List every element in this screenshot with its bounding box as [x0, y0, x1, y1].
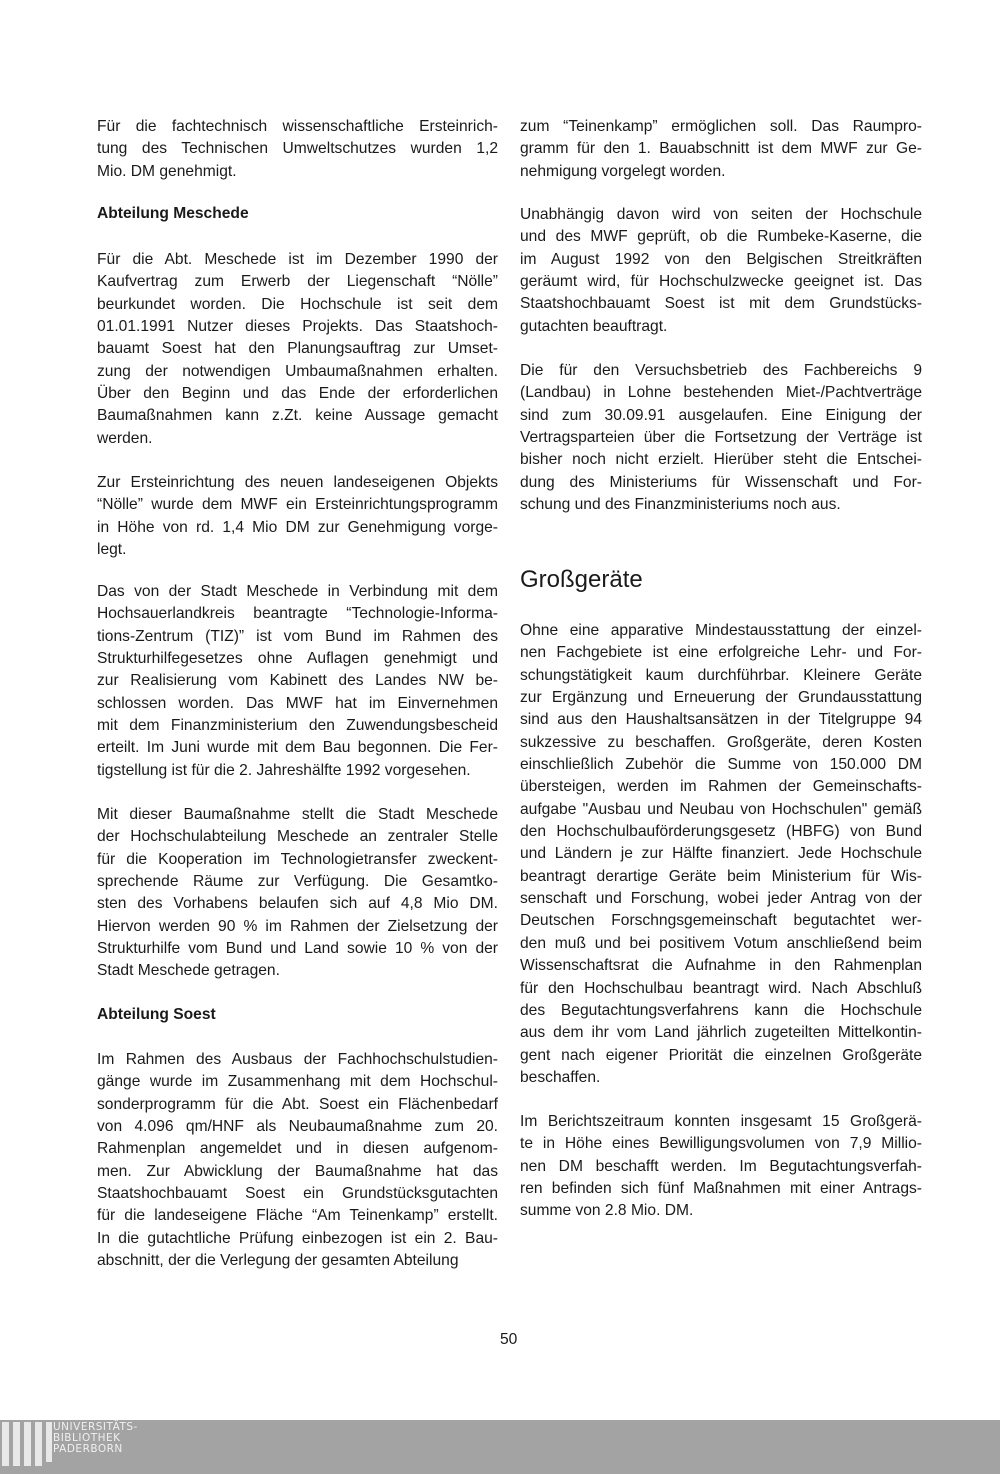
text-line: men. Zur Abwicklung der Baumaßnahme hat das	[97, 1162, 498, 1180]
text-line: schung und des Finanzministeriums noch aus.	[520, 496, 841, 514]
text-line: Strukturhilfe vom Bund und Land sowie 10 % von der	[97, 940, 498, 958]
text-line: gramm für den 1. Bauabschnitt ist dem MWF zur Ge-	[520, 140, 922, 158]
text-line: tigstellung ist für die 2. Jahreshälfte 1992 vorgesehen.	[97, 761, 471, 779]
text-line: schungstätigkeit kaum durchführbar. Kleinere Geräte	[520, 666, 922, 684]
text-line: nen Fachgebiete ist eine erfolgreiche Lehr- und For-	[520, 644, 922, 662]
text-line: Deutschen Forschngsgemeinschaft begutachtet wer-	[520, 912, 922, 930]
section-heading-grossgeraete: Großgeräte	[520, 566, 643, 593]
text-line: des Begutachtungsverfahrens kann die Hochschule	[520, 1001, 922, 1019]
text-line: Hiervon werden 90 % im Rahmen der Zielsetzung der	[97, 917, 498, 935]
logo-line: UNIVERSITÄTS-	[53, 1421, 138, 1433]
text-line: erteilt. Im Juni wurde mit dem Bau begonnen. Die Fer-	[97, 739, 498, 757]
paragraph	[520, 116, 922, 183]
text-line: der Hochschulabteilung Meschede an zentraler Stelle	[97, 828, 498, 846]
text-line: zum “Teinenkamp” ermöglichen soll. Das Raumpro-	[520, 118, 922, 135]
text-line: und des MWF geprüft, ob die Rumbeke-Kaserne, die	[520, 228, 922, 246]
text-line: legt.	[97, 541, 127, 559]
text-line: den muß und bei positivem Votum anschließend beim	[520, 934, 922, 952]
text-line: Im Rahmen des Ausbaus der Fachhochschulstudien-	[97, 1051, 498, 1068]
text-line: Vertragsparteien über die Fortsetzung der Verträge ist	[520, 429, 922, 447]
text-line: aus dem ihr vom Land jährlich zugeteilten Mittelkontin-	[520, 1024, 922, 1042]
text-line: Zur Ersteinrichtung des neuen landeseigenen Objekts	[97, 474, 498, 491]
text-line: im August 1992 von den Belgischen Streitkräften	[520, 250, 922, 268]
text-line: (Landbau) in Lohne bestehenden Miet-/Pachtverträge	[520, 384, 922, 402]
text-line: einschließlich Zubehör die Summe von 150.000 DM	[520, 756, 922, 774]
text-line: schlossen worden. Das MWF hat im Einvernehmen	[97, 694, 498, 712]
text-line: “Nölle” wurde dem MWF ein Ersteinrichtungsprogramm	[97, 496, 498, 514]
text-line: sprechende Räume zur Verfügung. Die Gesamtko-	[97, 873, 498, 891]
text-line: für den Hochschulbau beantragt wird. Nach Abschluß	[520, 979, 922, 997]
text-line: Wissenschaftsrat die Aufnahme in den Rahmenplan	[520, 957, 922, 975]
text-line: sonderprogramm für die Abt. Soest ein Flächenbedarf	[97, 1095, 498, 1113]
paragraph	[97, 472, 498, 561]
text-line: nen DM beschafft werden. Im Begutachtungsverfah-	[520, 1157, 922, 1175]
text-line: Für die fachtechnisch wissenschaftliche Ersteinrich-	[97, 118, 498, 135]
text-line: tions-Zentrum (TIZ)” ist vom Bund im Rahmen des	[97, 627, 498, 645]
text-line: tung des Technischen Umweltschutzes wurden 1,2	[97, 140, 498, 158]
text-line: zur Ergänzung und Erneuerung der Grundausstattung	[520, 689, 922, 707]
text-line: Im Berichtszeitraum konnten insgesamt 15 Großgerä-	[520, 1113, 922, 1130]
text-line: beantragt derartige Geräte beim Ministerium für Wis-	[520, 867, 922, 885]
logo-line: BIBLIOTHEK	[53, 1432, 121, 1444]
text-line: sind zum 30.09.91 ausgelaufen. Eine Einigung der	[520, 406, 922, 424]
text-line: werden.	[97, 429, 153, 447]
text-line: In die gutachtliche Prüfung einbezogen ist ein 2. Bau-	[97, 1229, 498, 1247]
text-line: beschaffen.	[520, 1068, 601, 1086]
text-line: Das von der Stadt Meschede in Verbindung mit dem	[97, 583, 498, 600]
paragraph	[97, 116, 498, 183]
text-line: für die landeseigene Fläche “Am Teinenkamp” erstellt.	[97, 1207, 498, 1225]
paragraph	[97, 581, 498, 782]
text-line: Für die Abt. Meschede ist im Dezember 1990 der	[97, 251, 498, 268]
logo-line: PADERBORN	[53, 1443, 123, 1455]
text-line: von 4.096 qm/HNF als Neubaumaßnahme zum 20.	[97, 1118, 498, 1136]
text-line: in Höhe von rd. 1,4 Mio DM zur Genehmigung vorge-	[97, 518, 498, 536]
text-line: Baumaßnahmen kann z.Zt. keine Aussage gemacht	[97, 407, 498, 425]
text-line: bisher noch nicht erzielt. Hierüber steht die Entschei-	[520, 451, 922, 469]
text-line: dung des Ministeriums für Wissenschaft und For-	[520, 473, 922, 491]
text-line: sind aus den Haushaltsansätzen in der Titelgruppe 94	[520, 711, 922, 729]
text-line: übersteigen, werden im Rahmen der Gemeinschafts-	[520, 778, 922, 796]
text-line: senschaft und Forschung, wobei jeder Antrag von der	[520, 890, 922, 908]
text-line: Rahmenplan angemeldet und in diesen aufgenom-	[97, 1140, 498, 1158]
text-line: Staatshochbauamt Soest ist mit dem Grundstücks-	[520, 295, 922, 313]
library-logo-text	[53, 1422, 138, 1455]
text-line: Ohne eine apparative Mindestausstattung der einzel-	[520, 622, 922, 639]
text-line: gänge wurde im Zusammenhang mit dem Hochschul-	[97, 1073, 498, 1091]
paragraph	[520, 1111, 922, 1223]
right-column	[520, 0, 922, 1474]
text-line: Kaufvertrag zum Erwerb der Liegenschaft “Nölle”	[97, 273, 498, 291]
text-line: den Hochschulbauförderungsgesetz (HBFG) von Bund	[520, 823, 922, 841]
text-line: Über den Beginn und das Ende der erforderlichen	[97, 385, 498, 403]
text-line: zung der notwendigen Umbaumaßnahmen erhalten.	[97, 362, 498, 380]
text-line: mit dem Finanzministerium den Zuwendungsbescheid	[97, 717, 498, 735]
paragraph	[520, 620, 922, 1089]
text-line: te in Höhe eines Bewilligungsvolumen von 7,9 Millio-	[520, 1135, 922, 1153]
text-line: Staatshochbauamt Soest ein Grundstücksgutachten	[97, 1185, 498, 1203]
text-line: geräumt wird, für Hochschulzwecke geeignet ist. Das	[520, 273, 922, 291]
section-heading-soest: Abteilung Soest	[97, 1006, 216, 1023]
text-line: Mit dieser Baumaßnahme stellt die Stadt Meschede	[97, 806, 498, 823]
library-footer	[0, 1420, 1000, 1474]
text-line: 01.01.1991 Nutzer dieses Projekts. Das Staatshoch-	[97, 318, 498, 336]
text-line: Die für den Versuchsbetrieb des Fachbereichs 9	[520, 362, 922, 379]
text-line: für die Kooperation im Technologietransfer zweckent-	[97, 850, 498, 868]
text-line: sukzessive zu beschaffen. Großgeräte, deren Kosten	[520, 733, 922, 751]
text-line: Strukturhilfegesetzes ohne Auflagen genehmigt und	[97, 650, 498, 668]
paragraph	[97, 249, 498, 450]
paragraph	[520, 360, 922, 516]
text-line: Mio. DM genehmigt.	[97, 162, 237, 180]
text-line: gutachten beauftragt.	[520, 317, 668, 335]
text-line: beurkundet worden. Die Hochschule ist seit dem	[97, 295, 498, 313]
paragraph	[97, 804, 498, 983]
section-heading-meschede: Abteilung Meschede	[97, 205, 249, 222]
text-line: summe von 2.8 Mio. DM.	[520, 1202, 694, 1220]
text-line: und Ländern je zur Hälfte finanziert. Jede Hochschule	[520, 845, 922, 863]
text-line: bauamt Soest hat den Planungsauftrag zur Umset-	[97, 340, 498, 358]
text-line: Unabhängig davon wird von seiten der Hochschule	[520, 206, 922, 223]
text-line: Hochsauerlandkreis beantragte “Technologie-Informa-	[97, 605, 498, 623]
page-number: 50	[500, 1331, 518, 1348]
paragraph	[520, 204, 922, 338]
text-line: ren befinden sich fünf Maßnahmen mit einer Antrags-	[520, 1180, 922, 1198]
left-column	[97, 0, 498, 1474]
text-line: abschnitt, der die Verlegung der gesamten Abteilung	[97, 1252, 459, 1270]
text-line: Stadt Meschede getragen.	[97, 962, 280, 980]
text-line: sten des Vorhabens belaufen sich auf 4,8 Mio DM.	[97, 895, 498, 913]
text-line: zur Realisierung vom Kabinett des Landes NW be-	[97, 672, 498, 690]
paragraph	[97, 1049, 498, 1272]
text-line: nehmigung vorgelegt worden.	[520, 162, 726, 180]
text-line: aufgabe "Ausbau und Neubau von Hochschulen" gemäß	[520, 800, 922, 818]
text-line: gent nach eigener Priorität die einzelnen Großgeräte	[520, 1046, 922, 1064]
